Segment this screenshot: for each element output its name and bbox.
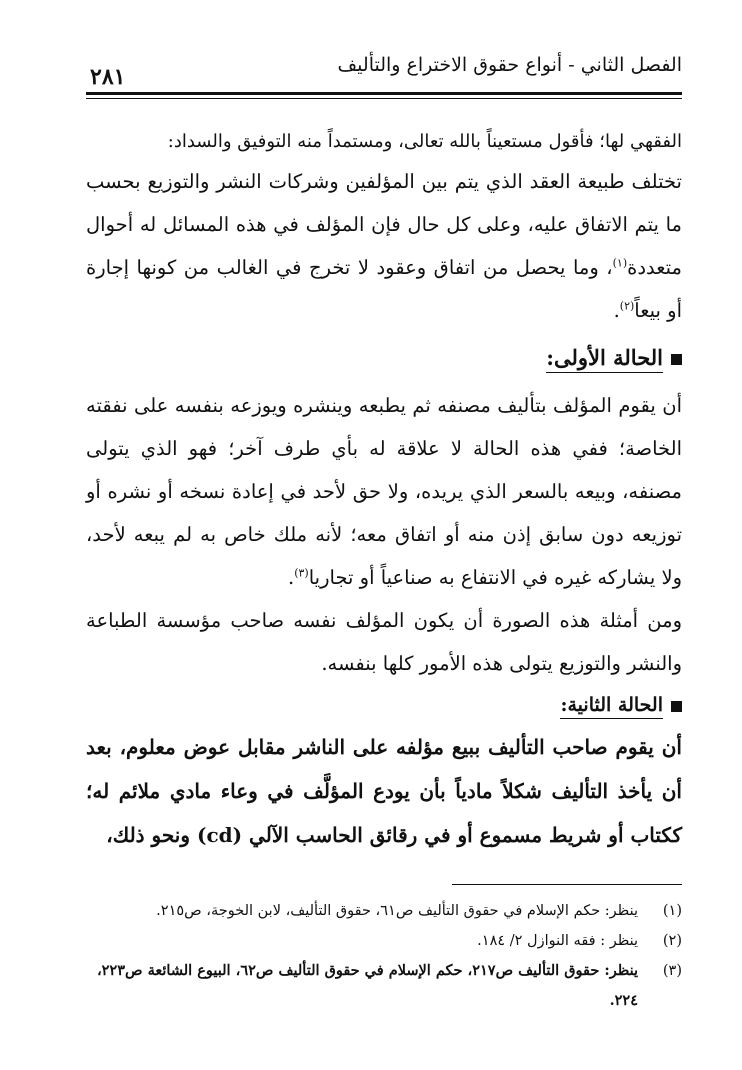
header-rule-thick bbox=[86, 92, 682, 95]
footnote-separator bbox=[452, 884, 682, 885]
intro-line: الفقهي لها؛ فأقول مستعيناً بالله تعالى، ومستمداً منه التوفيق والسداد: bbox=[167, 131, 682, 152]
page-number: ٢٨١ bbox=[90, 64, 126, 90]
chapter-title: الفصل الثاني - أنواع حقوق الاختراع والتأليف bbox=[337, 54, 682, 76]
footnotes bbox=[86, 896, 682, 1016]
paragraph-2-text: أن يقوم المؤلف بتأليف مصنفه ثم يطبعه وينشره ويوزعه بنفسه على نفقته الخاصة؛ ففي هذه الحالة لا علاقة له بأي طرف آخر؛ فهو الذي يتولى مصنفه، وبيعه بالسعر الذي يريده، ولا حق لأحد في إعادة نسخه أو نشره أو توزيعه دون سابق إذن منه أو اتفاق معه؛ لأنه ملك خاص به لم يبعه لأحد، ولا يشاركه غيره في الانتفاع به صناعياً أو تجاريا bbox=[86, 394, 682, 589]
footnote-text: ينظر: حكم الإسلام في حقوق التأليف ص٦١، حقوق التأليف، لابن الخوجة، ص٢١٥. bbox=[156, 903, 638, 919]
footnote-text: ينظر : فقه النوازل ٢/ ١٨٤. bbox=[477, 933, 638, 949]
footnote bbox=[86, 896, 682, 926]
footnote-ref-1: (١) bbox=[612, 256, 628, 270]
footnote-number: (١) bbox=[662, 903, 682, 919]
paragraph-1-text: تختلف طبيعة العقد الذي يتم بين المؤلفين وشركات النشر والتوزيع بحسب ما يتم الاتفاق عليه، وعلى كل حال فإن المؤلف في هذه المسائل له أحوال متعددة bbox=[86, 170, 682, 279]
footnote bbox=[86, 956, 682, 1016]
square-bullet-icon bbox=[671, 354, 682, 365]
section-heading-2 bbox=[86, 685, 682, 725]
paragraph-2 bbox=[86, 384, 682, 599]
body-text bbox=[86, 124, 682, 857]
footnote-ref-2: (٢) bbox=[619, 299, 635, 313]
paragraph-2-end: . bbox=[288, 566, 295, 589]
square-bullet-icon bbox=[671, 701, 682, 712]
paragraph-1-end: . bbox=[613, 299, 620, 322]
section-heading-1-label: الحالة الأولى: bbox=[546, 345, 663, 373]
page-header bbox=[86, 50, 682, 94]
paragraph-3: ومن أمثلة هذه الصورة أن يكون المؤلف نفسه صاحب مؤسسة الطباعة والنشر والتوزيع يتولى هذه الأمور كلها بنفسه. bbox=[86, 609, 682, 675]
header-rule-thin bbox=[86, 98, 682, 99]
paragraph-1-mid: ، وما يحصل من اتفاق وعقود لا تخرج في الغالب من كونها إجارة أو بيعاً bbox=[86, 256, 682, 322]
footnote bbox=[86, 926, 682, 956]
section-heading-2-label: الحالة الثانية: bbox=[560, 694, 663, 719]
footnote-number: (٢) bbox=[662, 933, 682, 949]
footnote-ref-3: (٣) bbox=[294, 566, 309, 580]
footnote-number: (٣) bbox=[662, 963, 682, 979]
footnote-text: ينظر: حقوق التأليف ص٢١٧، حكم الإسلام في حقوق التأليف ص٦٢، البيوع الشائعة ص٢٢٣، ٢٢٤. bbox=[96, 962, 638, 1009]
paragraph-4: أن يقوم صاحب التأليف ببيع مؤلفه على الناشر مقابل عوض معلوم، بعد أن يأخذ التأليف شكلاً مادياً بأن يودع المؤلَّف في وعاء مادي ملائم له؛ككتاب أو شريط مسموع أو في رقائق الحاسب الآلي (cd) ونحو ذلك، bbox=[86, 735, 682, 847]
section-heading-1 bbox=[86, 332, 682, 384]
paragraph-1 bbox=[86, 160, 682, 332]
